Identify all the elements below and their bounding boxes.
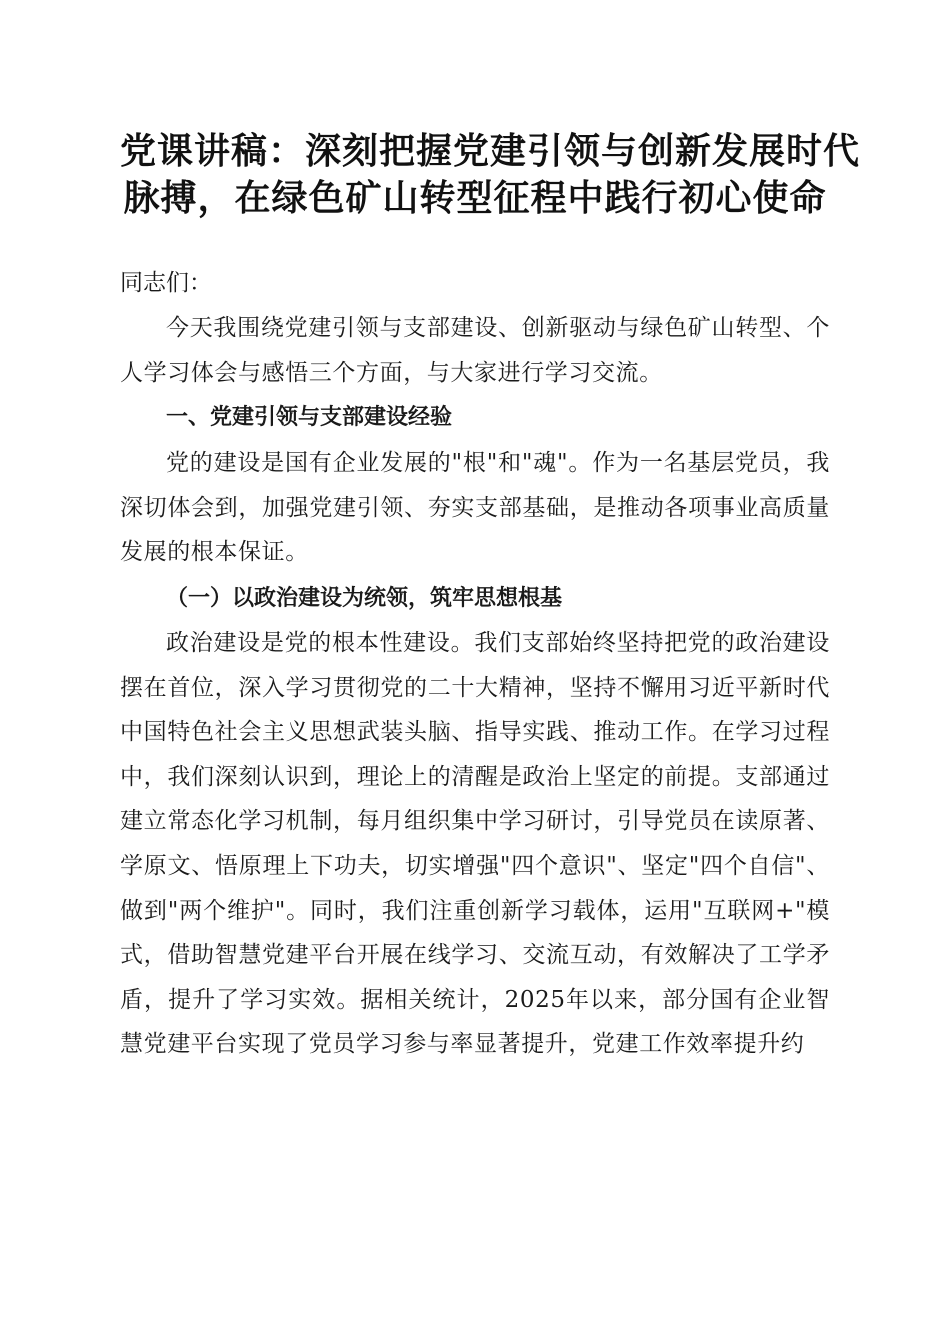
subsection-1-heading: （一）以政治建设为统领，筑牢思想根基	[166, 584, 563, 611]
section-1-heading: 一、党建引领与支部建设经验	[166, 405, 453, 431]
intro-paragraph: 今天我围绕党建引领与支部建设、创新驱动与绿色矿山转型、个人学习体会与感悟三个方面，与大家进行学习交流。	[120, 315, 830, 386]
subsection-1-paragraph: 政治建设是党的根本性建设。我们支部始终坚持把党的政治建设摆在首位，深入学习贯彻党的二十大精神，坚持不懈用习近平新时代中国特色社会主义思想武装头脑、指导实践、推动工作。在学习过程中，我们深刻认识到，理论上的清醒是政治上坚定的前提。支部通过建立常态化学习机制，每月组织集中学习研讨，引导党员在读原著、学原文、悟原理上下功夫，切实增强"四个意识"、坚定"四个自信"、做到"两个维护"。同时，我们注重创新学习载体，运用"互联网+"模式，借助智慧党建平台开展在线学习、交流互动，有效解决了工学矛盾，提升了学习实效。据相关统计，2025年以来，部分国有企业智慧党建平台实现了党员学习参与率显著提升，党建工作效率提升约	[120, 629, 830, 1058]
title-line-1: 党课讲稿：深刻把握党建引领与创新发展时代	[120, 131, 861, 172]
section-1-paragraph: 党的建设是国有企业发展的"根"和"魂"。作为一名基层党员，我深切体会到，加强党建引领、夯实支部基础，是推动各项事业高质量发展的根本保证。	[120, 450, 830, 566]
document-title	[120, 128, 861, 222]
title-line-2: 脉搏，在绿色矿山转型征程中践行初心使命	[123, 178, 827, 219]
greeting: 同志们：	[120, 270, 212, 296]
document-page	[120, 128, 861, 1067]
